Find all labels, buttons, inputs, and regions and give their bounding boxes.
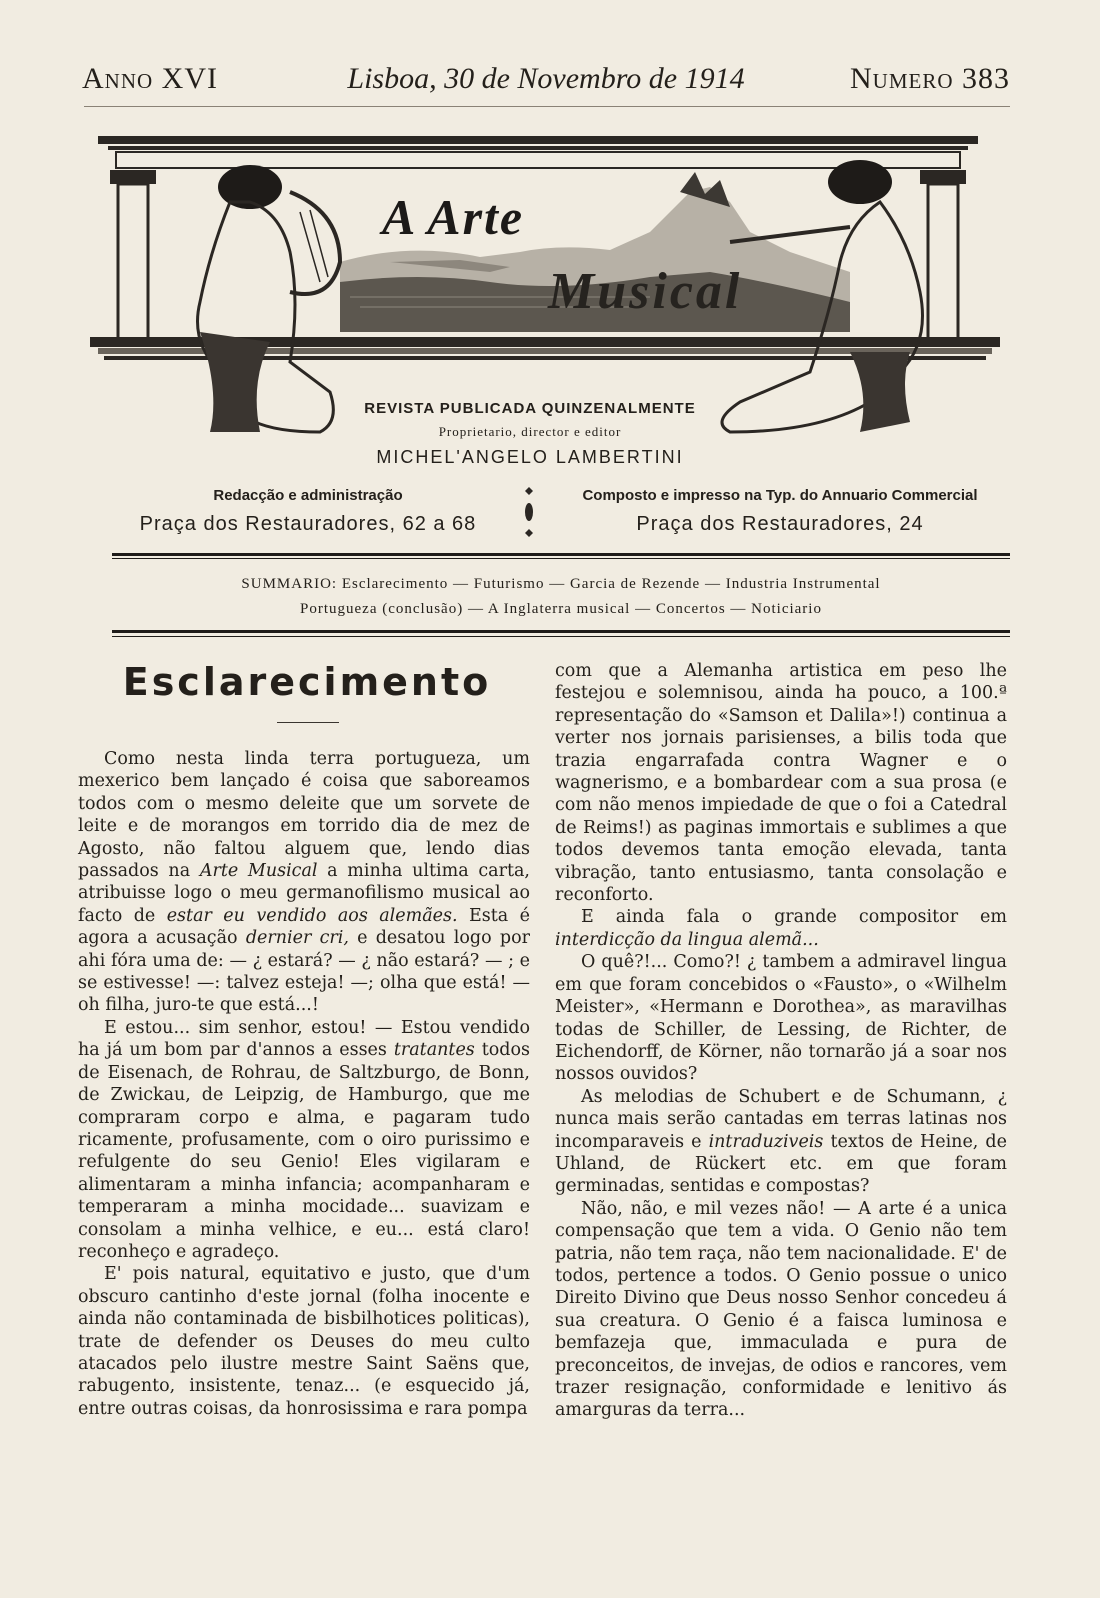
text-run: Esta é agora a acusação bbox=[78, 905, 530, 949]
text-run: todos de Eisenach, de Rohrau, de Saltzburgo, de Bonn, de Zwickau, de Leipzig, de Hamburgo, que me compraram corpo e alma, e pagaram tudo ricamente, profusamente, com o oiro purissimo e refulgente do seu Genio! Eles vigilaram e alimentaram a minha infancia; acompanharam e temperaram a minha mocidade... suavizam e consolam a minha velhice, e eu... está claro! reconheço e agradeço. bbox=[78, 1040, 531, 1262]
emphasis: tratantes bbox=[393, 1040, 475, 1061]
paragraph bbox=[78, 1017, 530, 1263]
text-run: As melodias de Schubert e de Schumann, ¿ nunca mais serão cantadas em terras latinas nos incomparaveis e bbox=[555, 1086, 1007, 1152]
paragraph bbox=[78, 748, 530, 1017]
text-run: e desatou logo por ahi fóra uma de: — ¿ estará? — ¿ não estará? — ; e se estivesse! —: talvez esteja! —; olha que está! — oh filha, juro-te que está...! bbox=[78, 928, 530, 1016]
ornament-divider-icon bbox=[522, 487, 536, 537]
text-run: textos de Heine, de Uhland, de Rückert etc. em que foram germinadas, sentidas e compostas? bbox=[555, 1131, 1007, 1197]
summary-line-1: SUMMARIO: Esclarecimento — Futurismo — Garcia de Rezende — Industria Instrumental bbox=[241, 576, 881, 592]
summary-bottom-rule-thin bbox=[112, 636, 1010, 637]
editor-role: Proprietario, director e editor bbox=[438, 424, 622, 439]
paragraph bbox=[555, 906, 1007, 951]
printing-label: Composto e impresso na Typ. do Annuario Commercial bbox=[582, 487, 978, 504]
editor-name: MICHEL'ANGELO LAMBERTINI bbox=[376, 447, 684, 467]
paragraph bbox=[555, 1086, 1007, 1198]
paragraph: O quê?!... Como?! ¿ tambem a admiravel lingua em que foram concebidos o «Fausto», o «Wilhelm Meister», «Hermann e Dorothea», as maravilhas todas de Schiller, de Lessing, de Richter, de Eichendorff, de Körner, não tornarão já a soar nos nossos ouvidos? bbox=[555, 952, 1007, 1085]
printing-address: Praça dos Restauradores, 24 bbox=[636, 513, 924, 535]
emphasis: dernier cri, bbox=[245, 928, 349, 949]
text-run: E ainda fala o grande compositor em bbox=[581, 907, 1007, 928]
printing-block bbox=[550, 487, 1010, 536]
issue-header bbox=[82, 62, 1010, 102]
emphasis: Arte Musical bbox=[199, 861, 318, 882]
paragraph: E' pois natural, equitativo e justo, que d'um obscuro cantinho d'este jornal (folha inocente e ainda não contaminada de bisbilhotices politicas), trate de defender os Deuses do meu culto atacados pelo ilustre mestre Saint Saëns que, rabugento, insistente, tenaz... (e esquecido já, entre outras coisas, da honrosissima e rara pompa bbox=[78, 1264, 530, 1419]
article-title-rule bbox=[277, 722, 339, 723]
article-title: Esclarecimento bbox=[122, 660, 492, 704]
summary-bottom-rule-thick bbox=[112, 630, 1010, 633]
administration-address: Praça dos Restauradores, 62 a 68 bbox=[139, 513, 477, 535]
administration-block bbox=[118, 487, 498, 536]
emphasis: estar eu vendido aos alemães. bbox=[166, 905, 458, 926]
text-run: Como nesta linda terra portugueza, um mexerico bem lançado é coisa que saboreamos todos com o mesmo deleite que um sorvete de leite e de morangos em torrido dia de mez de Agosto, não faltou alguem que, lendo dias passados na bbox=[78, 749, 530, 882]
publication-info bbox=[360, 400, 700, 468]
header-rule bbox=[84, 106, 1010, 107]
publication-subtitle: REVISTA PUBLICADA QUINZENALMENTE bbox=[364, 400, 696, 417]
dateline: Lisboa, 30 de Novembro de 1914 bbox=[347, 62, 745, 95]
text-run: E estou... sim senhor, estou! — Estou vendido ha já um bom par d'annos a esses bbox=[78, 1017, 530, 1061]
article-column-left bbox=[78, 748, 530, 1420]
article-column-right bbox=[555, 660, 1007, 1422]
text-run: a minha ultima carta, atribuisse logo o meu germanofilismo musical ao facto de bbox=[78, 861, 530, 926]
summary-line-2: Portugueza (conclusão) — A Inglaterra musical — Concertos — Noticiario bbox=[300, 601, 822, 617]
paragraph: com que a Alemanha artistica em peso lhe festejou e solemnisou, ainda ha pouco, a 100.ª representação do «Samson et Dalila»!) continua a verter nos jornais parisienses, a bilis toda que trazia engarrafada contra Wagner e o wagnerismo, e a bombardear com a sua prosa (e com não menos impiedade de que o foi a Catedral de Reims!) as paginas immortais e sublimes a que todos devemos tanta emoção elevada, tanta vibração, tanto entusiasmo, tanta consolação e reconforto. bbox=[555, 661, 1007, 906]
emphasis: intraduziveis bbox=[708, 1131, 824, 1152]
summary-top-rule-thin bbox=[112, 558, 1010, 559]
masthead-title-line2: Musical bbox=[548, 263, 743, 320]
paragraph: Não, não, e mil vezes não! — A arte é a unica compensação que tem a vida. O Genio não tem patria, não tem raça, não tem nacionalidade. E' de todos, pertence a todos. O Genio possue o unico Direito Divino que Deus nosso Senhor concedeu á sua creatura. O Genio é a faisca luminosa e bemfazeja que, immaculada e pura de preconceitos, de invejas, de odios e rancores, vem trazer resignação, conformidade e lenitivo ás amarguras da terra... bbox=[555, 1198, 1007, 1421]
summary-top-rule-thick bbox=[112, 553, 1010, 556]
volume-label: Anno XVI bbox=[82, 62, 218, 95]
summary bbox=[160, 572, 962, 622]
issue-number: Numero 383 bbox=[849, 62, 1010, 95]
administration-label: Redacção e administração bbox=[213, 487, 403, 504]
emphasis: interdicção da lingua alemã... bbox=[555, 929, 819, 950]
masthead-title-line1: A Arte bbox=[382, 189, 525, 245]
